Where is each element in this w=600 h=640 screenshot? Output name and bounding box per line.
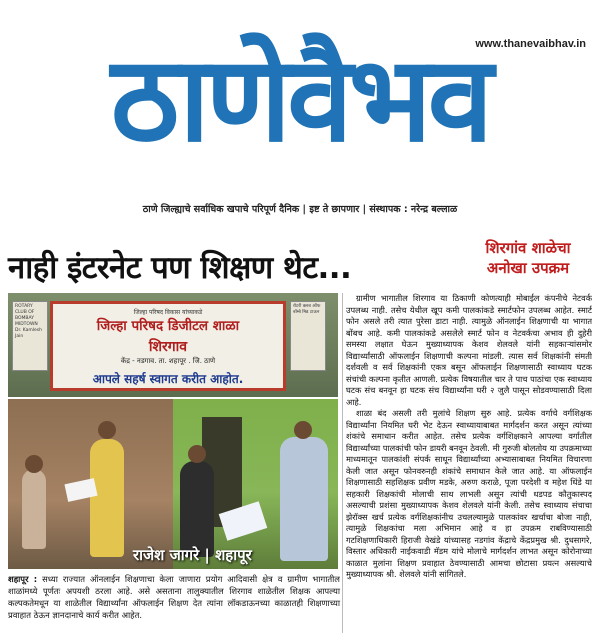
article-paragraph: शाळा बंद असली तरी मुलांचे शिक्षण सुरु आहे. प्रत्येक वर्गाचे वर्गशिक्षक विद्यार्थ्यांना नियमित घरी भेट देऊन स्वाध्यायाबाबत मार्गदर्शन करत असून त्यांच्या शंकांचे समाधान करीत आहेत. तसेच प्रत्येक वर्गशिक्षकाने आपल्या वर्गातील विद्यार्थ्यांच्या पालकांची फोन डायरी बनवून ठेवली. मी गुरुजी बोलतोय या उपक्रमाच्या माध्यमातून पालकांशी संपर्क साधून विद्यार्थ्यांच्या अभ्यासाबाबत नियमित विचारणा केली जात असून फोनवरुनही शंकांचे समाधान केले जात आहे. या ऑफलाईन शिक्षणासाठी सहशिक्षक प्रवीण मडके, अरुण कराळे, पूजा परदेशी व महेश धिंडे या सहकारी शिक्षकांची मोलाची साथ लाभली असून त्यांची धडपड कौतुकास्पद असल्याची प्रशंसा मुख्याध्यापक केशव शेलवले यांनी केली. तसेच स्वाध्याय संचाचा झेरॉक्स खर्च प्रत्येक वर्गशिक्षकांनीच उचलल्यामुळे पालकांवर खर्चाचा बोजा नाही, त्यामुळे शिक्षकांचा मला अभिमान आहे व हा उपक्रम राबविण्यासाठी गटशिक्षणाधिकारी हिराजी वेखंडे यांच्यासह नडगांव केंद्राचे केंद्रप्रमुख श्री. दुधसागरे, विस्तार अधिकारी नाईकवाडी मॅडम यांचे मोलाचे मार्गदर्शन लाभत असून कोरोनाच्या काळात मुलांना शिक्षण प्रवाहात ठेवण्यासाठी आमचा छोटासा प्रयत्न असल्याचे मुख्याध्यापक श्री. शेलवले यांनी सांगितले. bbox=[346, 408, 592, 579]
school-signboard bbox=[50, 301, 286, 391]
rotary-plaque-right: रोटरी क्लब ऑफ बॉम्बे मिड टाऊन bbox=[290, 301, 326, 371]
student-head bbox=[188, 445, 206, 463]
teachers-students-photo bbox=[8, 399, 338, 569]
masthead-tagline: ठाणे जिल्ह्याचे सर्वाधिक खपाचे परिपूर्ण दैनिक | इष्ट ते छापणार | संस्थापक : नरेन्द्र बल्लाळ bbox=[142, 204, 458, 215]
teacher-figure bbox=[90, 439, 124, 557]
sign-top-line: जिल्हा परिषद विकास यांच्याकडे bbox=[133, 309, 203, 316]
masthead bbox=[0, 0, 600, 198]
teacher-figure bbox=[280, 437, 328, 561]
caption-place: शहापूर : bbox=[8, 574, 38, 584]
rotary-plaque-left: ROTARY CLUB OF BOMBAY MIDTOWN Dr. Kamlesh Jain bbox=[12, 301, 48, 371]
article-headline: नाही इंटरनेट पण शिक्षण थेट... bbox=[8, 250, 352, 286]
newspaper-title: ठाणेवैभव bbox=[110, 30, 490, 168]
teacher-head bbox=[294, 421, 312, 439]
sign-place: शिरगाव bbox=[148, 339, 188, 355]
sign-main-line: जिल्हा परिषद डिजीटल शाळा bbox=[96, 318, 240, 334]
student-figure bbox=[180, 461, 214, 557]
headline-row bbox=[0, 226, 600, 286]
sign-welcome: आपले सहर्ष स्वागत करीत आहोत. bbox=[92, 372, 244, 386]
school-sign-photo bbox=[8, 293, 338, 397]
photo-credit: राजेश जागरे | शहापूर bbox=[133, 546, 252, 564]
article-kicker bbox=[462, 238, 594, 278]
sign-address: केंद्र - नडगाव. ता. शहापूर . जि. ठाणे bbox=[120, 357, 216, 365]
article-body bbox=[346, 293, 592, 635]
caption-text: सध्या राज्यात ऑनलाईन शिक्षणाचा केला जाणारा प्रयोग आदिवासी क्षेत्र व ग्रामीण भागातील शाळांमध्ये पूर्णतः अपयशी ठरला आहे. असे असताना तालुक्यातील शिरगाव शाळेतील शिक्षक आपल्या कल्पकतेमधून या शाळेतील विद्यार्थ्यांना ऑफलाईन शिक्षण देत त्यांना लॉकडाऊनच्या काळातही शिक्षणाच्या प्रवाहात ठेऊन ज्ञानदानाचे कार्य करीत आहेत. bbox=[8, 574, 340, 620]
column-divider bbox=[342, 293, 343, 633]
photo-caption bbox=[8, 573, 340, 633]
kicker-line-2: अनोखा उपक्रम bbox=[486, 259, 570, 277]
student-head bbox=[25, 455, 43, 473]
kicker-line-1: शिरगांव शाळेचा bbox=[485, 239, 571, 257]
teacher-head bbox=[98, 421, 116, 439]
student-figure bbox=[22, 469, 46, 549]
article-paragraph: ग्रामीण भागातील शिरगाव या ठिकाणी कोणत्याही मोबाईल कंपनीचे नेटवर्क उपलब्ध नाही. तसेच येथील खूप कमी पालकांकडे स्मार्टफोन उपलब्ध आहेत. स्मार्ट फोन असले तरी त्यात पुरेसा डाटा नाही. त्यामुळे ऑनलाईन शिक्षणाची या भागात बोंबच आहे. कमी पालकांकडे असलेले स्मार्ट फोन व नेटवर्कचा अभाव ही दुहेरी समस्या लक्षात घेऊन मुख्याध्यापक केशव शेलवले यांनी सहकाऱ्यांसमोर विद्यार्थ्यांसाठी ऑफलाईन शिक्षणाची कल्पना मांडली. त्यास सर्व शिक्षकांनी संमती दर्शवली व सर्व शिक्षकांनी एकत्र बसून ऑफलाईन शिक्षणासाठी स्वाध्याय घटक संचांची कल्पना कृतीत आणली. प्रत्येक विषयातील चार ते पाच पाठांचा एक स्वाध्याय घटक संच बनवून हा घटक संच विद्यार्थ्यांना घरी २ जुलै पासून सोडवण्यासाठी दिला आहे. bbox=[346, 293, 592, 407]
site-url[interactable]: www.thanevaibhav.in bbox=[475, 38, 586, 50]
